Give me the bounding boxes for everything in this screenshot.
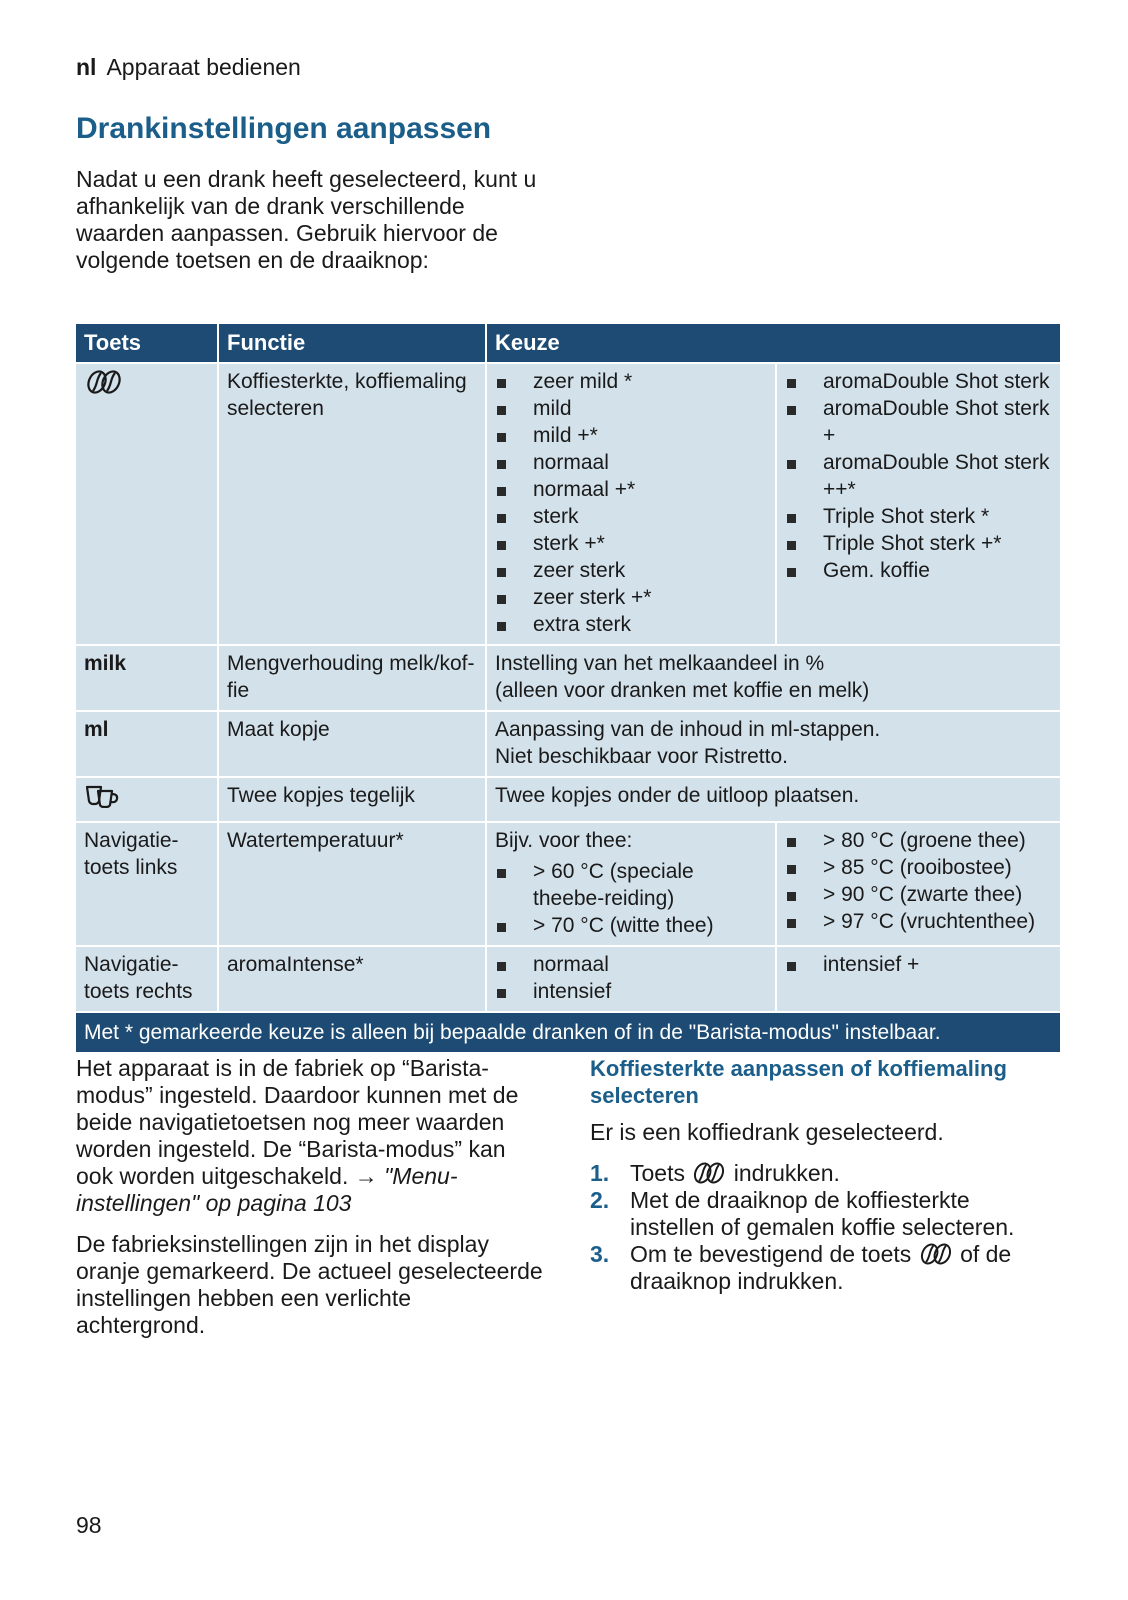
- list-item: sterk: [495, 503, 767, 530]
- list-item: intensief +: [785, 951, 1052, 978]
- choice-line: Niet beschikbaar voor Ristretto.: [495, 745, 788, 768]
- function-cell: Watertemperatuur*: [218, 822, 486, 946]
- choice-line: Instelling van het melkaandeel in %: [495, 652, 825, 675]
- step-text: indrukken.: [733, 1160, 840, 1186]
- step-number: 2.: [590, 1187, 610, 1213]
- section-intro: Er is een koffiedrank geselecteerd.: [590, 1119, 944, 1145]
- choice-list: [785, 368, 1052, 584]
- list-item: intensief: [495, 978, 767, 1005]
- list-item: normaal +*: [495, 476, 767, 503]
- function-cell: Koffiesterkte, koffiemaling selecteren: [218, 363, 486, 645]
- coffee-beans-icon: [84, 369, 124, 395]
- list-item: aromaDouble Shot sterk: [785, 368, 1052, 395]
- choice-line: (alleen voor dranken met koffie en melk): [495, 679, 870, 702]
- list-item: sterk +*: [495, 530, 767, 557]
- table-row: [76, 363, 1060, 645]
- choice-list: [495, 858, 767, 939]
- table-row: [76, 822, 1060, 946]
- list-item: aromaDouble Shot sterk ++*: [785, 449, 1052, 503]
- table-row: [76, 645, 1060, 711]
- choice-cell: [776, 946, 1060, 1012]
- list-item: Triple Shot sterk *: [785, 503, 1052, 530]
- key-cell: [76, 777, 218, 822]
- section-name: Apparaat bedienen: [106, 54, 301, 80]
- choice-list: [495, 951, 767, 1005]
- key-cell: Navigatie-toets links: [76, 822, 218, 946]
- list-item: > 90 °C (zwarte thee): [785, 881, 1052, 908]
- choice-cell: [486, 711, 1060, 777]
- step-text: Toets: [630, 1160, 685, 1186]
- right-column: [590, 1055, 1060, 1295]
- header-toets: Toets: [76, 324, 218, 363]
- list-item: aromaDouble Shot sterk +: [785, 395, 1052, 449]
- list-item: > 80 °C (groene thee): [785, 827, 1052, 854]
- table-header-row: [76, 324, 1060, 363]
- table-row: [76, 777, 1060, 822]
- settings-table: [76, 324, 1060, 1052]
- page-title: Drankinstellingen aanpassen: [76, 112, 492, 145]
- choice-list: [785, 827, 1052, 935]
- function-cell: aromaIntense*: [218, 946, 486, 1012]
- step-item: [590, 1187, 1060, 1241]
- list-item: zeer sterk: [495, 557, 767, 584]
- list-item: > 70 °C (witte thee): [495, 912, 767, 939]
- steps-list: [590, 1160, 1060, 1295]
- choice-line: Aanpassing van de inhoud in ml-stappen.: [495, 718, 881, 741]
- list-item: zeer mild *: [495, 368, 767, 395]
- coffee-beans-icon: [691, 1161, 727, 1185]
- step-item: [590, 1160, 1060, 1187]
- intro-paragraph: Nadat u een drank heeft geselecteerd, kunt u afhankelijk van de drank verschillende waarden aanpassen. Gebruik hiervoor de volgende toetsen en de draaiknop:: [76, 166, 537, 273]
- choice-list: [495, 368, 767, 638]
- step-item: [590, 1241, 1060, 1295]
- coffee-beans-icon: [918, 1242, 954, 1266]
- table-row: [76, 946, 1060, 1012]
- left-column: [76, 1055, 546, 1353]
- list-item: Triple Shot sterk +*: [785, 530, 1052, 557]
- list-item: mild: [495, 395, 767, 422]
- step-text: Om te bevestigend de toets: [630, 1241, 912, 1267]
- function-cell: Twee kopjes tegelijk: [218, 777, 486, 822]
- barista-paragraph: [76, 1055, 546, 1217]
- two-cups-icon: [84, 782, 122, 808]
- header-functie: Functie: [218, 324, 486, 363]
- section-heading: Koffiesterkte aanpassen of koffiemaling selecteren: [590, 1056, 1007, 1108]
- list-item: normaal: [495, 449, 767, 476]
- language-code: nl: [76, 54, 97, 80]
- choice-cell: [486, 946, 776, 1012]
- step-number: 1.: [590, 1160, 610, 1186]
- key-cell: [76, 363, 218, 645]
- table-row: [76, 711, 1060, 777]
- choice-cell: [486, 822, 776, 946]
- choice-cell: [776, 363, 1060, 645]
- choice-cell: [486, 645, 1060, 711]
- table-footnote-row: [76, 1012, 1060, 1052]
- list-item: > 85 °C (rooibostee): [785, 854, 1052, 881]
- list-item: > 60 °C (speciale theebe-reiding): [495, 858, 767, 912]
- list-item: extra sterk: [495, 611, 767, 638]
- key-cell: Navigatie-toets rechts: [76, 946, 218, 1012]
- key-cell: milk: [76, 645, 218, 711]
- step-text: Met de draaiknop de koffiesterkte instellen of gemalen koffie selecteren.: [630, 1187, 1015, 1240]
- choice-intro: Bijv. voor thee:: [495, 829, 633, 852]
- barista-text: Het apparaat is in de fabriek op “Barista-modus” ingesteld. Daardoor kunnen met de beide navigatietoetsen nog meer waarden worden ingesteld. De “Barista-modus” kan ook worden uitgeschakeld.: [76, 1055, 519, 1189]
- step-text: of de draaiknop indrukken.: [630, 1241, 1012, 1294]
- page-reference-link[interactable]: "Menu-instellingen" op pagina 103: [76, 1163, 458, 1216]
- page-number: 98: [76, 1512, 102, 1538]
- list-item: normaal: [495, 951, 767, 978]
- step-number: 3.: [590, 1241, 610, 1267]
- list-item: > 97 °C (vruchtenthee): [785, 908, 1052, 935]
- list-item: Gem. koffie: [785, 557, 1052, 584]
- choice-cell: [486, 363, 776, 645]
- list-item: zeer sterk +*: [495, 584, 767, 611]
- list-item: mild +*: [495, 422, 767, 449]
- choice-cell: Twee kopjes onder de uitloop plaatsen.: [486, 777, 1060, 822]
- table-footnote: Met * gemarkeerde keuze is alleen bij bepaalde dranken of in de "Barista-modus" instelbaar.: [76, 1012, 1060, 1052]
- choice-list: [785, 951, 1052, 978]
- page-header: [76, 54, 301, 81]
- function-cell: Mengverhouding melk/kof-fie: [218, 645, 486, 711]
- header-keuze: Keuze: [486, 324, 1060, 363]
- function-cell: Maat kopje: [218, 711, 486, 777]
- key-cell: ml: [76, 711, 218, 777]
- choice-cell: [776, 822, 1060, 946]
- factory-settings-paragraph: De fabrieksinstellingen zijn in het display oranje gemarkeerd. De actueel geselecteerde instellingen hebben een verlichte achtergrond.: [76, 1231, 543, 1338]
- arrow-icon: →: [354, 1163, 378, 1189]
